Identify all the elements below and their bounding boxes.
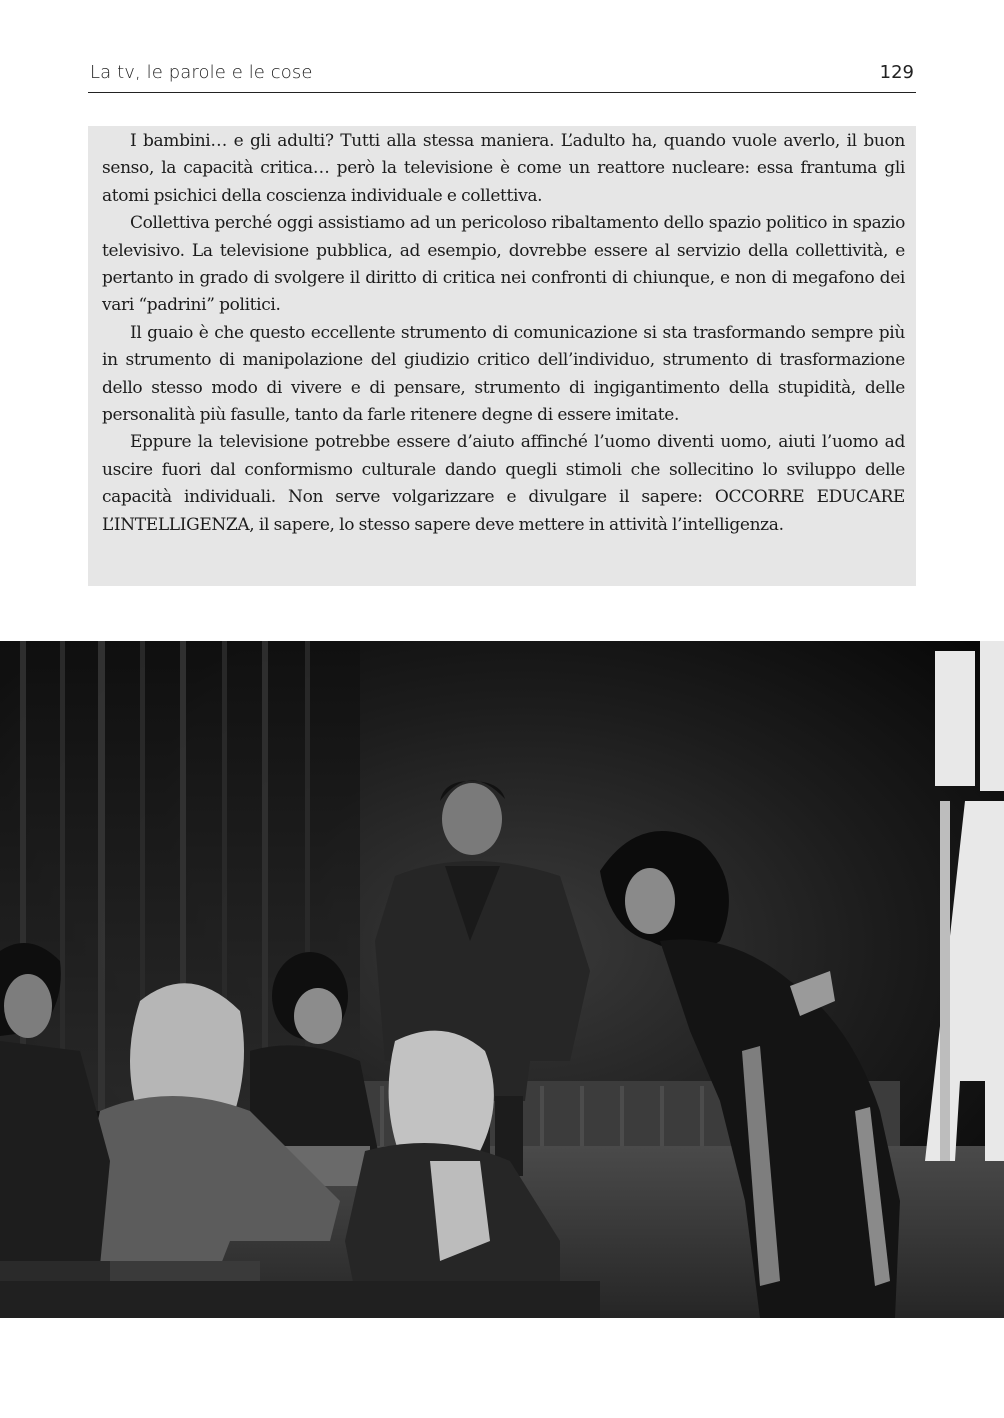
tv-studio-photo (0, 641, 1004, 1318)
paragraph-1: I bambini… e gli adulti? Tutti alla stessa maniera. L’adulto ha, quando vuole averlo, il buon senso, la capacità critica… però la televisione è come un reattore nucleare: essa frantuma gli atomi psichici della coscienza individuale e collettiva. (102, 131, 905, 206)
running-title: La tv, le parole e le cose (90, 62, 313, 83)
paragraph-2: Collettiva perché oggi assistiamo ad un pericoloso ribaltamento dello spazio politico in spazio televisivo. La televisione pubblica, ad esempio, dovrebbe essere al servizio della collettività, e pertanto in grado di svolgere il diritto di critica nei confronti di chiunque, e non di megafono dei vari “padrini” politici. (102, 213, 905, 316)
photo-illustration (0, 641, 1004, 1318)
page-number: 129 (879, 62, 914, 83)
paragraph-4: Eppure la televisione potrebbe essere d’aiuto affinché l’uomo diventi uomo, aiuti l’uomo ad uscire fuori dal conformismo culturale dando quegli stimoli che sollecitino lo sviluppo delle capacità individuali. Non serve volgarizzare e divulgare il sapere: OCCORRE EDUCARE L’INTELLIGENZA, il sapere, lo stesso sapere deve mettere in attività l’intelligenza. (102, 432, 905, 535)
running-head (88, 60, 916, 93)
paragraph-3: Il guaio è che questo eccellente strumento di comunicazione si sta trasformando sempre più in strumento di manipolazione del giudizio critico dell’individuo, strumento di trasformazione dello stesso modo di vivere e di pensare, strumento di ingigantimento della stupidità, delle personalità più fasulle, tanto da farle ritenere degne di essere imitate. (102, 322, 905, 426)
highlighted-text-box (88, 126, 916, 586)
